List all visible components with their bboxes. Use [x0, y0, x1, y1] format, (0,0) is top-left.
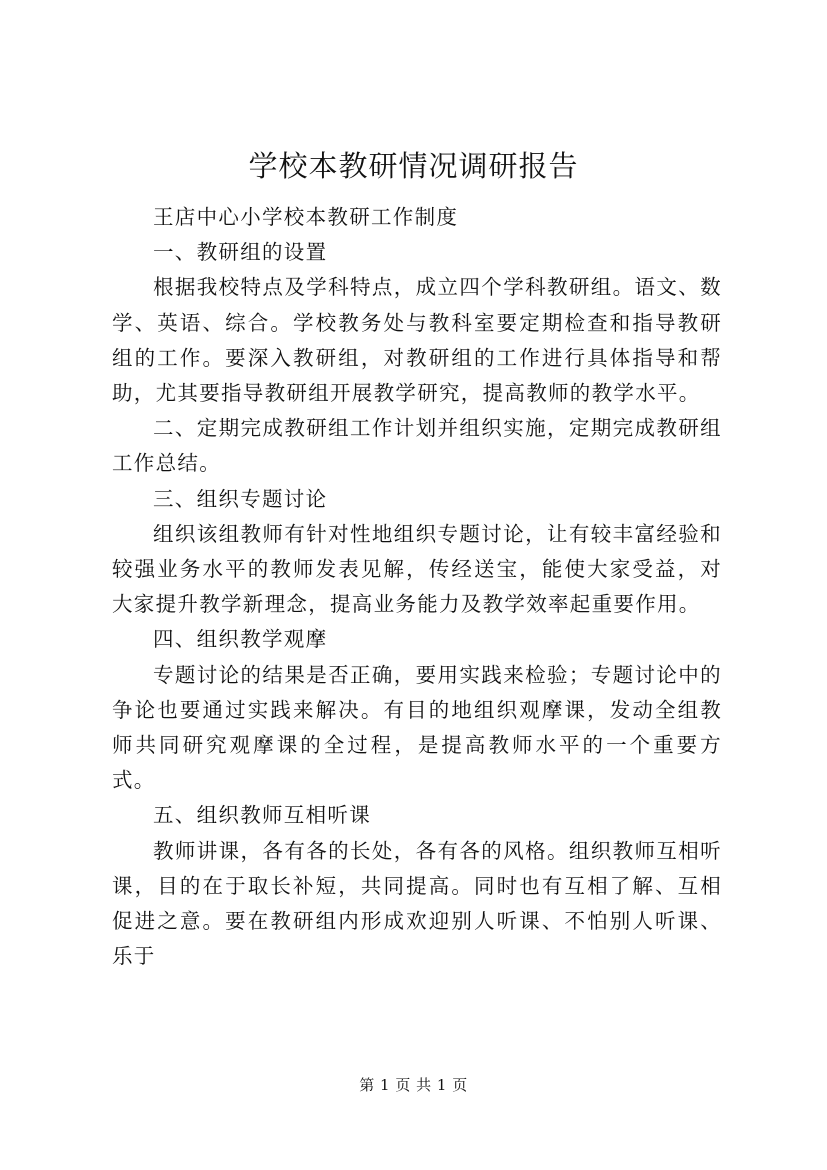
paragraph-section-1: 根据我校特点及学科特点，成立四个学科教研组。语文、数学、英语、综合。学校教务处与教科室要定期检查和指导教研组的工作。要深入教研组，对教研组的工作进行具体指导和帮助，尤其要指导教研组开展教学研究，提高教师的教学水平。 — [112, 275, 722, 406]
page-number-footer: 第 1 页 共 1 页 — [359, 1076, 468, 1094]
document-title: 学校本教研情况调研报告 — [248, 149, 579, 183]
paragraph-section-4: 专题讨论的结果是否正确，要用实践来检验；专题讨论中的争论也要通过实践来解决。有目的地组织观摩课，发动全组教师共同研究观摩课的全过程，是提高教师水平的一个重要方式。 — [112, 662, 722, 793]
heading-section-3: 三、组织专题讨论 — [153, 486, 328, 511]
paragraph-section-3: 组织该组教师有针对性地组织专题讨论，让有较丰富经验和较强业务水平的教师发表见解，传经送宝，能使大家受益，对大家提升教学新理念，提高业务能力及教学效率起重要作用。 — [112, 521, 722, 617]
heading-section-1: 一、教研组的设置 — [153, 240, 328, 265]
heading-section-4: 四、组织教学观摩 — [153, 627, 328, 652]
heading-section-5: 五、组织教师互相听课 — [153, 803, 371, 828]
paragraph-section-5: 教师讲课，各有各的长处，各有各的风格。组织教师互相听课，目的在于取长补短，共同提高。同时也有互相了解、互相促进之意。要在教研组内形成欢迎别人听课、不怕别人听课、乐于 — [112, 838, 722, 969]
paragraph-school-regulation: 王店中心小学校本教研工作制度 — [153, 205, 459, 229]
paragraph-section-2: 二、定期完成教研组工作计划并组织实施，定期完成教研组工作总结。 — [112, 416, 722, 476]
document-body — [112, 200, 722, 974]
